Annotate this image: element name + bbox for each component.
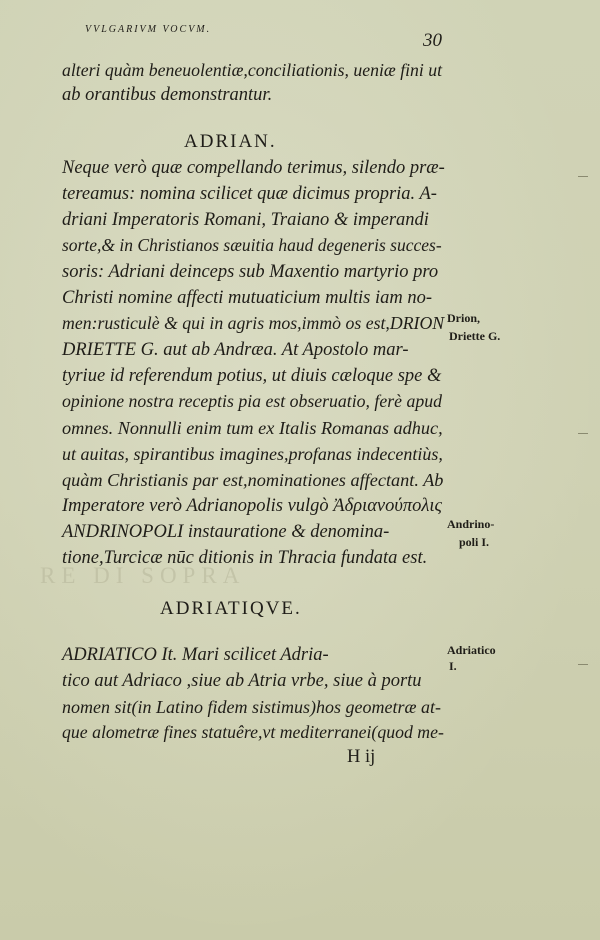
text-line: nomen sit(in Latino fidem sistimus)hos geometræ at-: [62, 697, 441, 717]
section-heading-adrian: ADRIAN.: [184, 131, 277, 152]
text-line: Neque verò quæ compellando terimus, silendo præ-: [62, 158, 445, 178]
text-line: quàm Christianis par est,nominationes affectant. Ab: [62, 470, 444, 490]
bleed-through-text: RE DI SOPRA: [40, 563, 246, 588]
text-line: que alometræ fines statuêre,vt mediterranei(quod me-: [62, 722, 444, 742]
margin-note-line: Andrino-: [447, 517, 495, 531]
text-line: tyriue id referendum potius, ut diuis cæloque spe &: [62, 366, 442, 386]
text-line: men:rusticulè & qui in agris mos,immò os est,DRION: [62, 313, 445, 333]
page-number: 30: [423, 30, 442, 51]
margin-note-line: Driette G.: [449, 329, 501, 343]
text-line: sorte,& in Christianos sæuitia haud degeneris succes-: [62, 235, 442, 255]
text-line: omnes. Nonnulli enim tum ex Italis Romanas adhuc,: [62, 418, 443, 438]
text-line: soris: Adriani deinceps sub Maxentio martyrio pro: [62, 262, 439, 282]
text-line: ut auitas, spirantibus imagines,profanas indecentiùs,: [62, 444, 443, 464]
margin-note-line: Adriatico: [447, 643, 496, 657]
margin-note-line: Drion,: [447, 311, 480, 325]
text-line: ANDRINOPOLI instauratione & denomina-: [62, 522, 390, 542]
text-line: tereamus: nomina scilicet quæ dicimus propria. A-: [62, 184, 437, 204]
text-line: Imperatore verò Adrianopolis vulgò Ἀδριανούπολις: [62, 496, 443, 516]
section-heading-adriatique: ADRIATIQVE.: [160, 598, 302, 619]
margin-mark: [578, 664, 588, 665]
text-line: opinione nostra receptis pia est obseruatio, ferè apud: [62, 391, 442, 411]
running-title: VVLGARIVM VOCVM.: [85, 24, 212, 35]
text-line: ab orantibus demonstrantur.: [62, 85, 273, 105]
text-line: driani Imperatoris Romani, Traiano & imperandi: [62, 210, 429, 230]
text-line: alteri quàm beneuolentiæ,conciliationis, ueniæ fini ut: [62, 60, 443, 80]
text-line: tione,Turcicæ nūc ditionis in Thracia fundata est.: [62, 548, 428, 568]
text-line: ADRIATICO It. Mari scilicet Adria-: [62, 645, 329, 665]
margin-mark: [578, 433, 588, 434]
page-header: [85, 24, 465, 35]
margin-mark: [578, 176, 588, 177]
text-line: DRIETTE G. aut ab Andræa. At Apostolo mar-: [62, 340, 409, 360]
text-line: tico aut Adriaco ,siue ab Atria vrbe, siue à portu: [62, 671, 422, 691]
text-line: Christi nomine affecti mutuaticium multis iam no-: [62, 288, 432, 308]
margin-note-line: poli I.: [459, 535, 490, 549]
margin-note-line: I.: [449, 659, 457, 673]
signature-mark: H ij: [347, 747, 376, 767]
